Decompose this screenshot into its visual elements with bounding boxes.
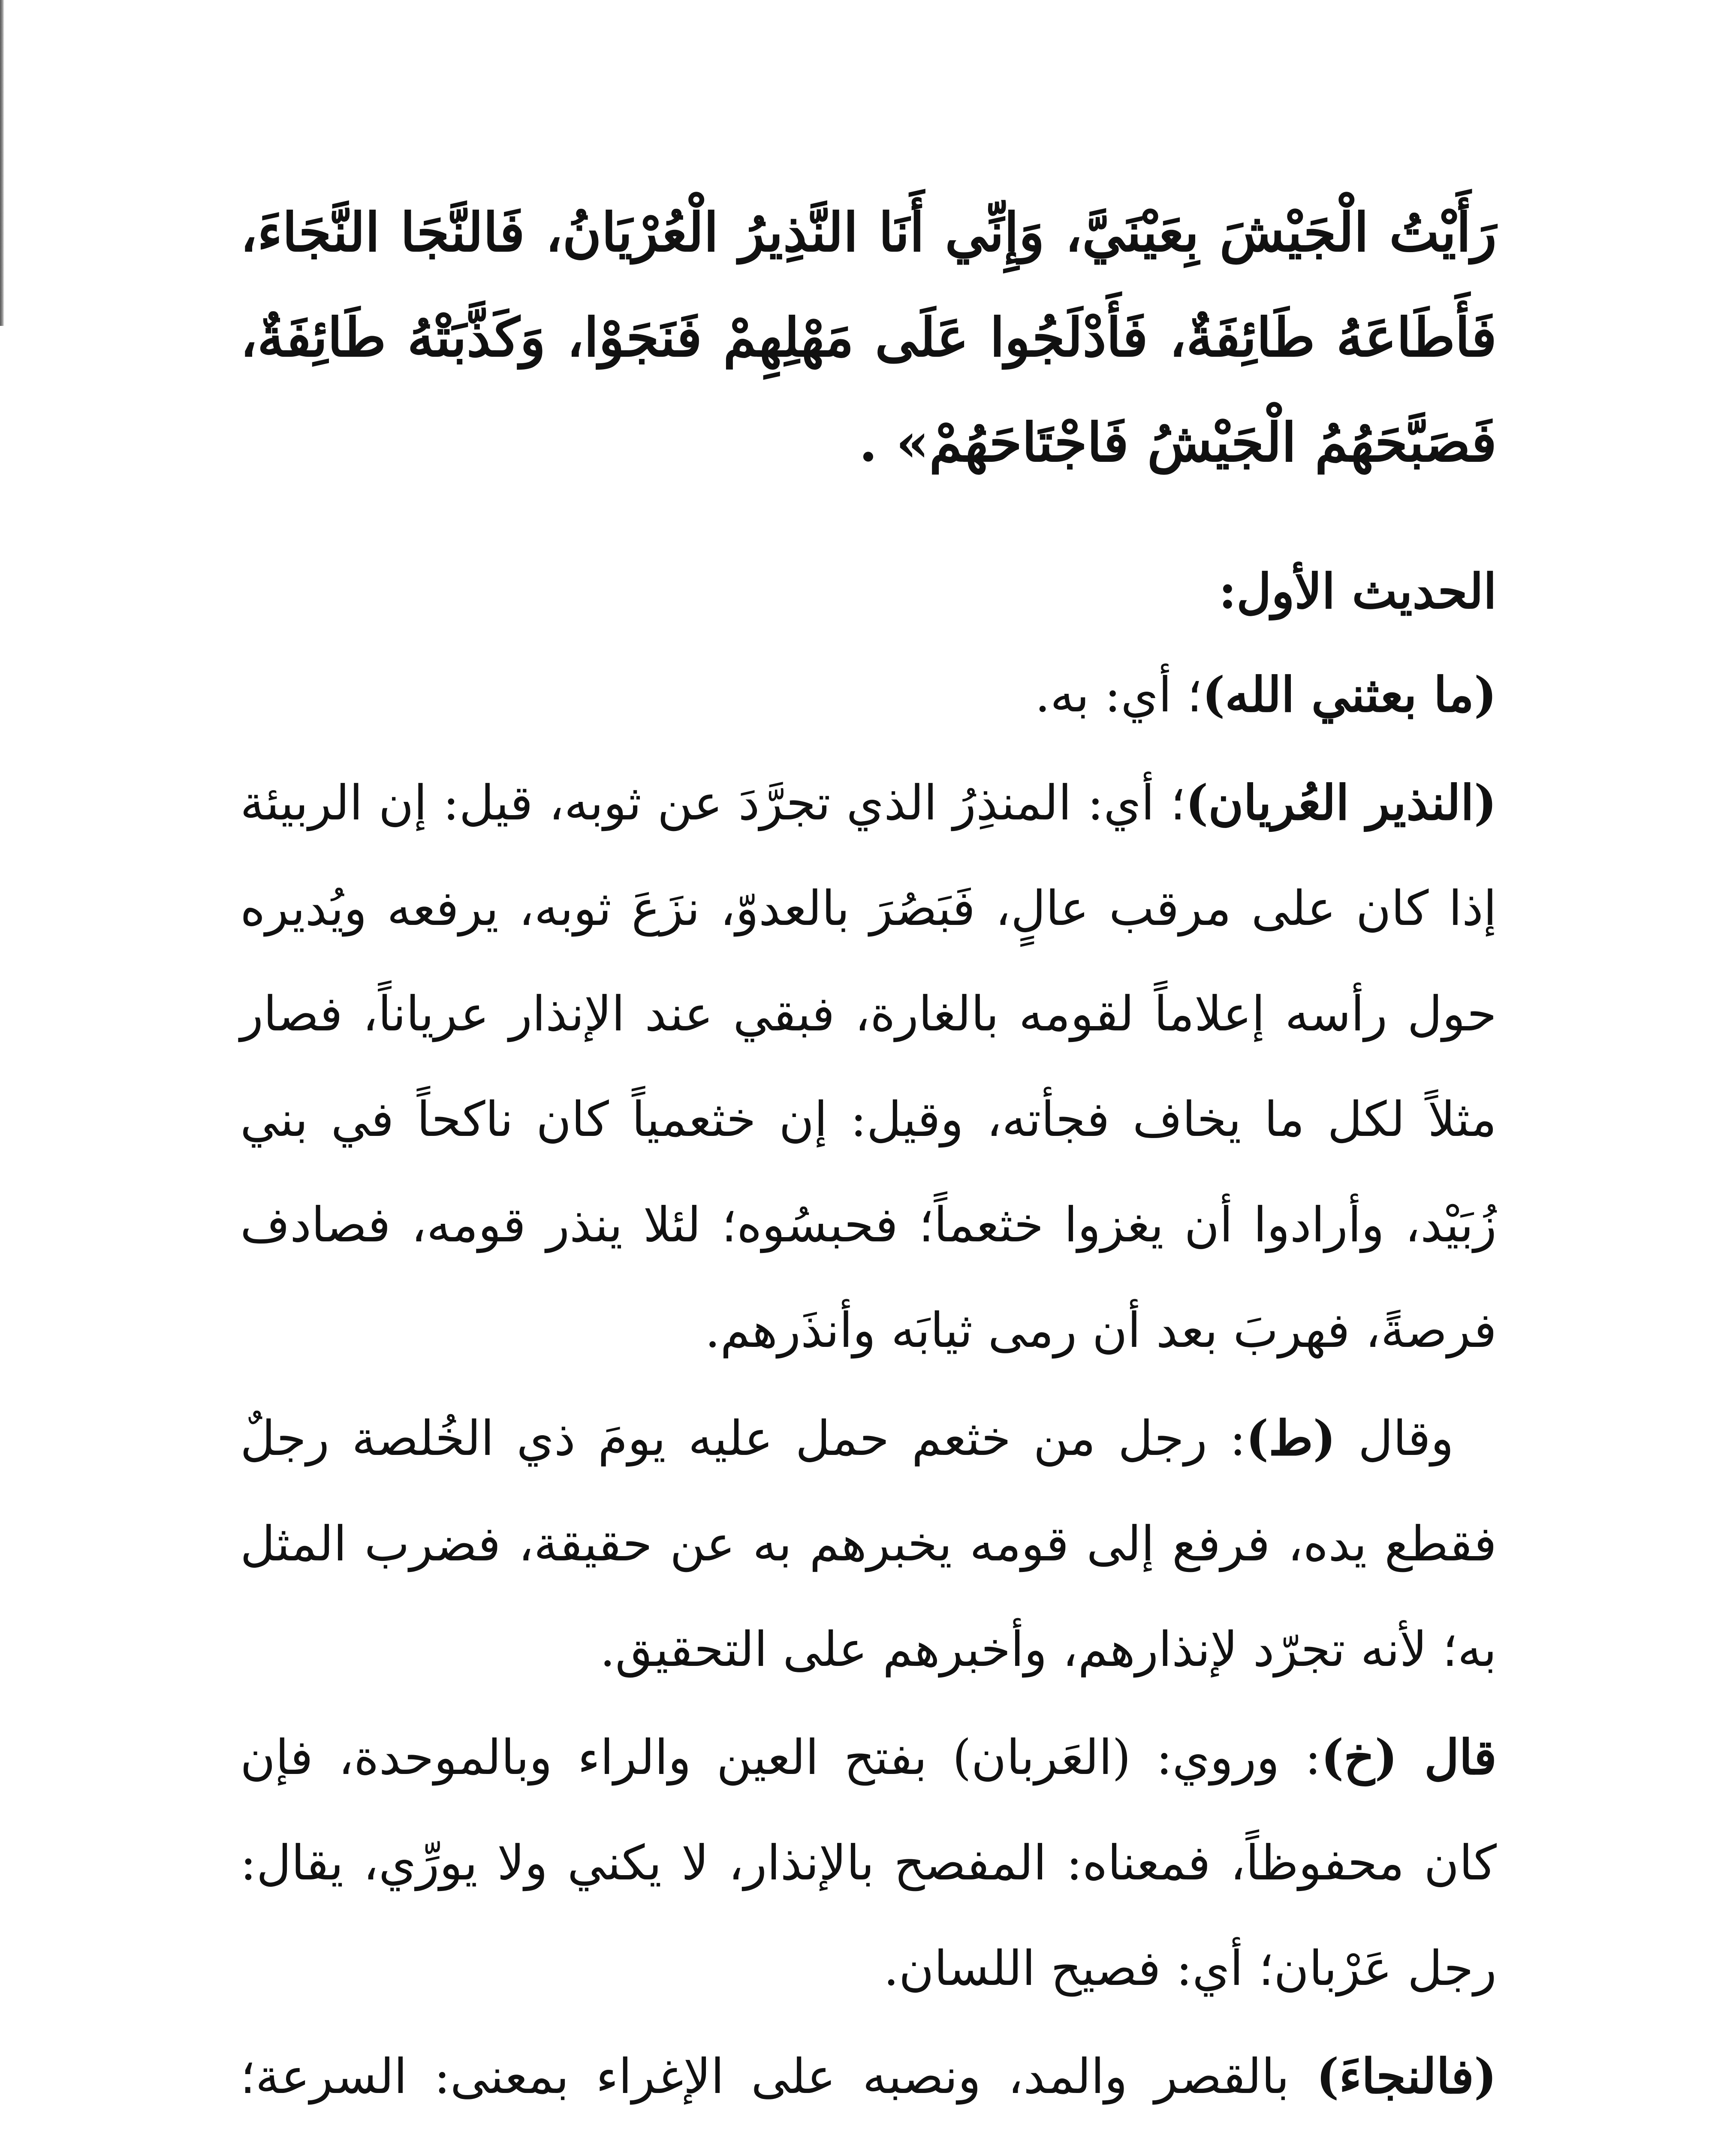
hadith-text: رَأَيْتُ الْجَيْشَ بِعَيْنَيَّ، وَإِنِّي أَنَا النَّذِيرُ الْعُرْيَانُ، فَالنَّجَا النَّجَاءَ، فَأَطَاعَهُ طَائِفَةٌ، فَأَدْلَجُوا عَلَى مَهْلِهِمْ فَنَجَوْا، وَكَذَّبَتْهُ طَائِفَةٌ، فَصَبَّحَهُمُ الْجَيْشُ فَاجْتَاحَهُمْ» . (240, 202, 1497, 474)
paragraph-4-text: : وروي: (العَربان) بفتح العين والراء وبالموحدة، فإن كان محفوظاً، فمعناه: المفصح بالإنذار، لا يكني ولا يورِّي، يقال: رجل عَرْبان؛ أي: فصيح اللسان. (240, 1730, 1497, 1996)
lemma-3: (ط) (1246, 1410, 1336, 1466)
lemma-5: (فالنجاءَ) (1316, 2048, 1497, 2105)
lemma-1: (ما بعثني الله) (1202, 667, 1497, 723)
paragraph-1-text: ؛ أي: به. (1035, 667, 1203, 723)
commentary-paragraph-4 (240, 1705, 1497, 2021)
lemma-2: (النذير العُريان) (1185, 775, 1497, 831)
page-text-body (240, 180, 1497, 2144)
lemma-4: قال (خ) (1321, 1729, 1497, 1786)
binding-shadow (0, 0, 4, 326)
commentary-paragraph-1 (240, 642, 1497, 748)
commentary-paragraph-3 (240, 1386, 1497, 1702)
commentary-paragraph-2 (240, 750, 1497, 1383)
paragraph-3-text: : رجل من خثعم حمل عليه يومَ ذي الخُلصة رجلٌ فقطع يده، فرفع إلى قومه يخبرهم به عن حقيقة، فضرب المثل به؛ لأنه تجرّد لإنذارهم، وأخبرهم على التحقيق. (240, 1411, 1497, 1677)
section-heading: الحديث الأول: (1218, 563, 1497, 620)
commentary-paragraph-5 (240, 2024, 1497, 2144)
paragraph-3-lead: وقال (1335, 1411, 1454, 1466)
paragraph-2-text: ؛ أي: المنذِرُ الذي تجرَّدَ عن ثوبه، قيل: إن الربيئة إذا كان على مرقب عالٍ، فَبَصُرَ بالعدوّ، نزَعَ ثوبه، يرفعه ويُديره حول رأسه إعلاماً لقومه بالغارة، فبقي عند الإنذار عرياناً، فصار مثلاً لكل ما يخاف فجأته، وقيل: إن خثعمياً كان ناكحاً في بني زُبَيْد، وأرادوا أن يغزوا خثعماً؛ فحبسُوه؛ لئلا ينذر قومه، فصادف فرصةً، فهربَ بعد أن رمى ثيابَه وأنذَرهم. (240, 775, 1497, 1358)
paragraph-5-text: بالقصر والمد، ونصبه على الإغراء بمعنى: السرعة؛ (240, 2049, 1290, 2105)
